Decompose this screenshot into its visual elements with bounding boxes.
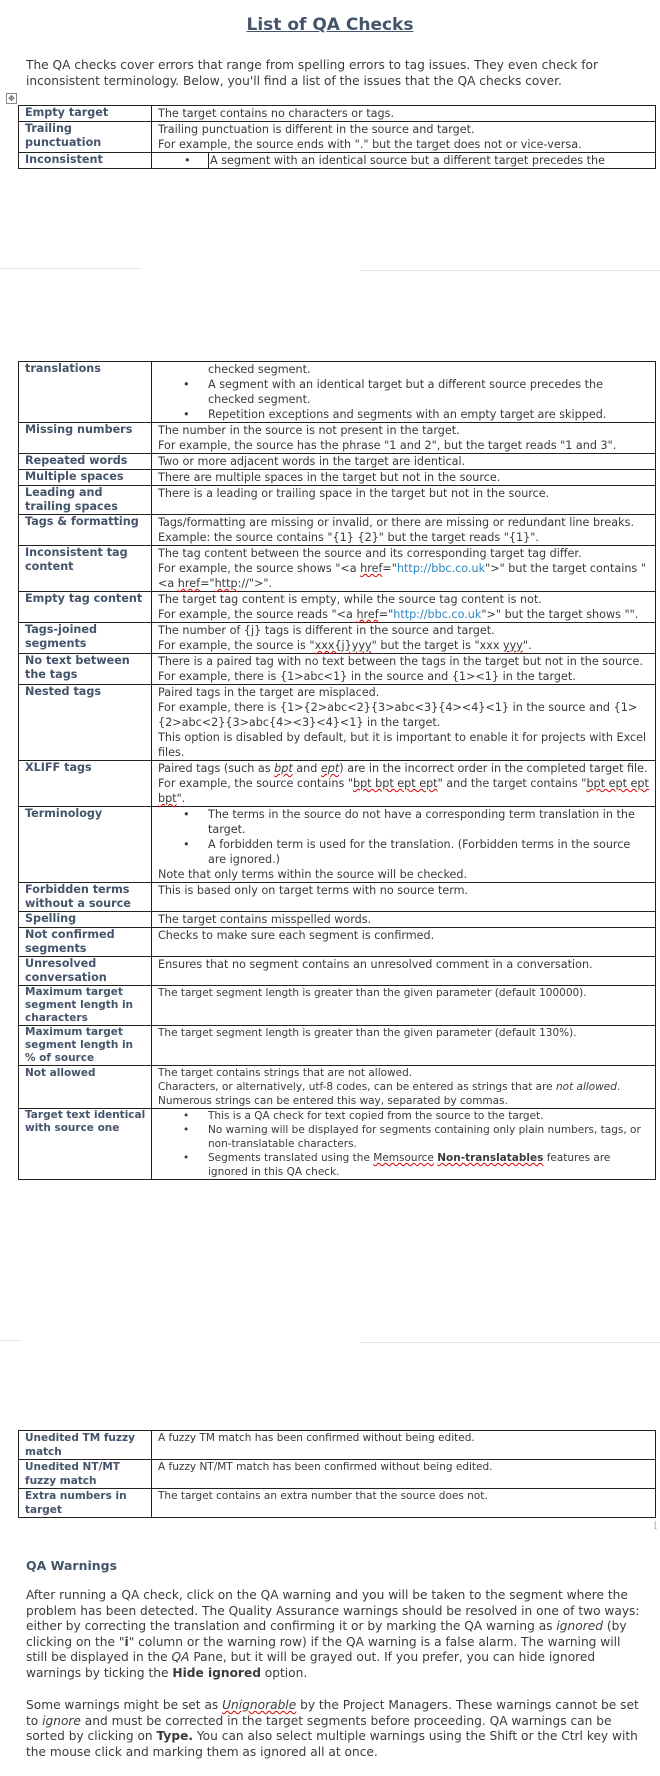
table-row bbox=[19, 986, 656, 1026]
table-row bbox=[19, 106, 656, 122]
table-move-handle-icon[interactable]: ✥ bbox=[6, 93, 17, 104]
check-name: Tags-joined segments bbox=[19, 623, 152, 654]
check-name: Not allowed bbox=[19, 1066, 152, 1109]
check-description: The target tag content is empty, while the source tag content is not. For example, the source reads "<a href="http://bbc.co.uk">" but the target shows "". bbox=[152, 592, 656, 623]
table-row bbox=[19, 912, 656, 928]
table-row bbox=[19, 883, 656, 912]
check-name: Inconsistent bbox=[19, 153, 152, 169]
table-row bbox=[19, 362, 656, 423]
table-row bbox=[19, 1460, 656, 1489]
check-name: Not confirmed segments bbox=[19, 928, 152, 957]
check-name: Nested tags bbox=[19, 685, 152, 761]
check-name: Tags & formatting bbox=[19, 515, 152, 546]
check-name: Maximum target segment length in % of source bbox=[19, 1026, 152, 1066]
check-name: XLIFF tags bbox=[19, 761, 152, 807]
check-description: The target segment length is greater than the given parameter (default 100000). bbox=[152, 986, 656, 1026]
page-break-artifact bbox=[360, 1342, 660, 1343]
check-description: • This is a QA check for text copied from the source to the target. • No warning will be displayed for segments containing only plain numbers, tags, or non-translatable characters. • Segments translated using the Memsource Non-translatables features are ignored in this QA check. bbox=[152, 1109, 656, 1180]
check-name: Terminology bbox=[19, 807, 152, 883]
table-row bbox=[19, 423, 656, 454]
check-name: Maximum target segment length in characters bbox=[19, 986, 152, 1026]
check-description: The target contains no characters or tags. bbox=[152, 106, 656, 122]
qa-checks-table-part-3 bbox=[18, 1430, 656, 1518]
check-name: Empty target bbox=[19, 106, 152, 122]
page-title: List of QA Checks bbox=[246, 15, 414, 35]
check-description: Ensures that no segment contains an unresolved comment in a conversation. bbox=[152, 957, 656, 986]
check-name: Empty tag content bbox=[19, 592, 152, 623]
qa-checks-table-part-2 bbox=[18, 361, 656, 1180]
check-description: Paired tags (such as bpt and ept) are in the incorrect order in the completed target file. For example, the source contains "bpt bpt ept ept" and the target contains "bpt ept ept bpt". bbox=[152, 761, 656, 807]
check-name: Repeated words bbox=[19, 454, 152, 470]
table-row bbox=[19, 1026, 656, 1066]
check-description: Trailing punctuation is different in the source and target. For example, the source ends with "." but the target does not or vice-versa. bbox=[152, 122, 656, 153]
check-description: The tag content between the source and its corresponding target tag differ. For example, the source shows "<a href="http://bbc.co.uk">" but the target contains "<a href="http://">". bbox=[152, 546, 656, 592]
table-row bbox=[19, 928, 656, 957]
check-name: Unresolved conversation bbox=[19, 957, 152, 986]
check-description: A fuzzy NT/MT match has been confirmed without being edited. bbox=[152, 1460, 656, 1489]
table-row bbox=[19, 685, 656, 761]
check-description: The target contains misspelled words. bbox=[152, 912, 656, 928]
table-row bbox=[19, 546, 656, 592]
check-description: The number of {j} tags is different in the source and target. For example, the source is "xxx{j}yyy" but the target is "xxx yyy". bbox=[152, 623, 656, 654]
check-name: Trailing punctuation bbox=[19, 122, 152, 153]
check-name: No text between the tags bbox=[19, 654, 152, 685]
table-row bbox=[19, 454, 656, 470]
check-description: • The terms in the source do not have a corresponding term translation in the target. • A forbidden term is used for the translation. (Forbidden terms in the source are ignored.) Note that only terms within the source will be checked. bbox=[152, 807, 656, 883]
check-description: This is based only on target terms with no source term. bbox=[152, 883, 656, 912]
check-description: There is a paired tag with no text between the tags in the target but not in the source. For example, there is {1>abc<1} in the source and {1><1} in the target. bbox=[152, 654, 656, 685]
check-name: Target text identical with source one bbox=[19, 1109, 152, 1180]
check-description: A fuzzy TM match has been confirmed without being edited. bbox=[152, 1431, 656, 1460]
check-description: The number in the source is not present in the target. For example, the source has the phrase "1 and 2", but the target reads "1 and 3". bbox=[152, 423, 656, 454]
table-row bbox=[19, 486, 656, 515]
table-row bbox=[19, 470, 656, 486]
check-name: Unedited TM fuzzy match bbox=[19, 1431, 152, 1460]
check-description: Paired tags in the target are misplaced. For example, there is {1>{2>abc<2}{3>abc<3}{4><4}<1} in the source and {1>{2>abc<2}{3>abc{4><3}<4}<1} in the target. This option is disabled by default, but it is important to enable it for projects with Excel files. bbox=[152, 685, 656, 761]
page-break-artifact bbox=[0, 268, 140, 269]
check-name: Extra numbers in target bbox=[19, 1489, 152, 1518]
check-description: Tags/formatting are missing or invalid, or there are missing or redundant line breaks. Example: the source contains "{1} {2}" but the target reads "{1}". bbox=[152, 515, 656, 546]
section-heading: QA Warnings bbox=[26, 1558, 118, 1573]
warnings-paragraph-1: After running a QA check, click on the QA warning and you will be taken to the segment where the problem has been detected. The Quality Assurance warnings should be resolved in one of two ways: either by correcting the translation and confirming it or by marking the QA warning as ignored (by clicking on the "i" column or the warning row) if the QA warning is a false alarm. The warning will still be displayed in the QA Pane, but it will be grayed out. If you prefer, you can hide ignored warnings by ticking the Hide ignored option. bbox=[26, 1588, 640, 1680]
check-name: Forbidden terms without a source bbox=[19, 883, 152, 912]
check-description: Checks to make sure each segment is confirmed. bbox=[152, 928, 656, 957]
link[interactable]: http://bbc.co.uk bbox=[396, 562, 486, 575]
check-description: There is a leading or trailing space in the target but not in the source. bbox=[152, 486, 656, 515]
check-name: Unedited NT/MT fuzzy match bbox=[19, 1460, 152, 1489]
table-row bbox=[19, 1066, 656, 1109]
check-name: Multiple spaces bbox=[19, 470, 152, 486]
table-resize-handle[interactable]: ⌊ bbox=[654, 1521, 658, 1531]
check-name: Spelling bbox=[19, 912, 152, 928]
check-description: • A segment with an identical source but a different target precedes the bbox=[152, 153, 656, 169]
check-description: The target contains an extra number that the source does not. bbox=[152, 1489, 656, 1518]
check-description: Two or more adjacent words in the target are identical. bbox=[152, 454, 656, 470]
check-name: Missing numbers bbox=[19, 423, 152, 454]
table-row bbox=[19, 623, 656, 654]
warnings-paragraph-2: Some warnings might be set as Unignorable by the Project Managers. These warnings cannot be set to ignore and must be corrected in the target segments before proceeding. QA warnings can be sorted by clicking on Type. You can also select multiple warnings using the Shift or the Ctrl key with the mouse click and marking them as ignored all at once. bbox=[26, 1698, 639, 1759]
table-row bbox=[19, 807, 656, 883]
check-name: Leading and trailing spaces bbox=[19, 486, 152, 515]
check-description: The target contains strings that are not allowed. Characters, or alternatively, utf-8 codes, can be entered as strings that are not allowed. Numerous strings can be entered this way, separated by commas. bbox=[152, 1066, 656, 1109]
table-row bbox=[19, 654, 656, 685]
qa-checks-table-part-1 bbox=[18, 105, 656, 169]
table-row bbox=[19, 515, 656, 546]
table-row bbox=[19, 1489, 656, 1518]
page-break-artifact bbox=[0, 1340, 22, 1341]
table-row bbox=[19, 592, 656, 623]
table-row bbox=[19, 1431, 656, 1460]
intro-paragraph: The QA checks cover errors that range from spelling errors to tag issues. They even check for inconsistent terminology. Below, you'll find a list of the issues that the QA checks cover. bbox=[26, 58, 598, 88]
check-description: The target segment length is greater than the given parameter (default 130%). bbox=[152, 1026, 656, 1066]
link[interactable]: http://bbc.co.uk bbox=[393, 608, 482, 621]
page-break-artifact bbox=[360, 270, 660, 271]
table-row bbox=[19, 1109, 656, 1180]
table-row bbox=[19, 957, 656, 986]
check-description: There are multiple spaces in the target but not in the source. bbox=[152, 470, 656, 486]
check-name: translations bbox=[19, 362, 152, 423]
table-row bbox=[19, 153, 656, 169]
table-row bbox=[19, 761, 656, 807]
check-description: checked segment. • A segment with an identical target but a different source precedes the checked segment. • Repetition exceptions and segments with an empty target are skipped. bbox=[152, 362, 656, 423]
table-row bbox=[19, 122, 656, 153]
check-name: Inconsistent tag content bbox=[19, 546, 152, 592]
